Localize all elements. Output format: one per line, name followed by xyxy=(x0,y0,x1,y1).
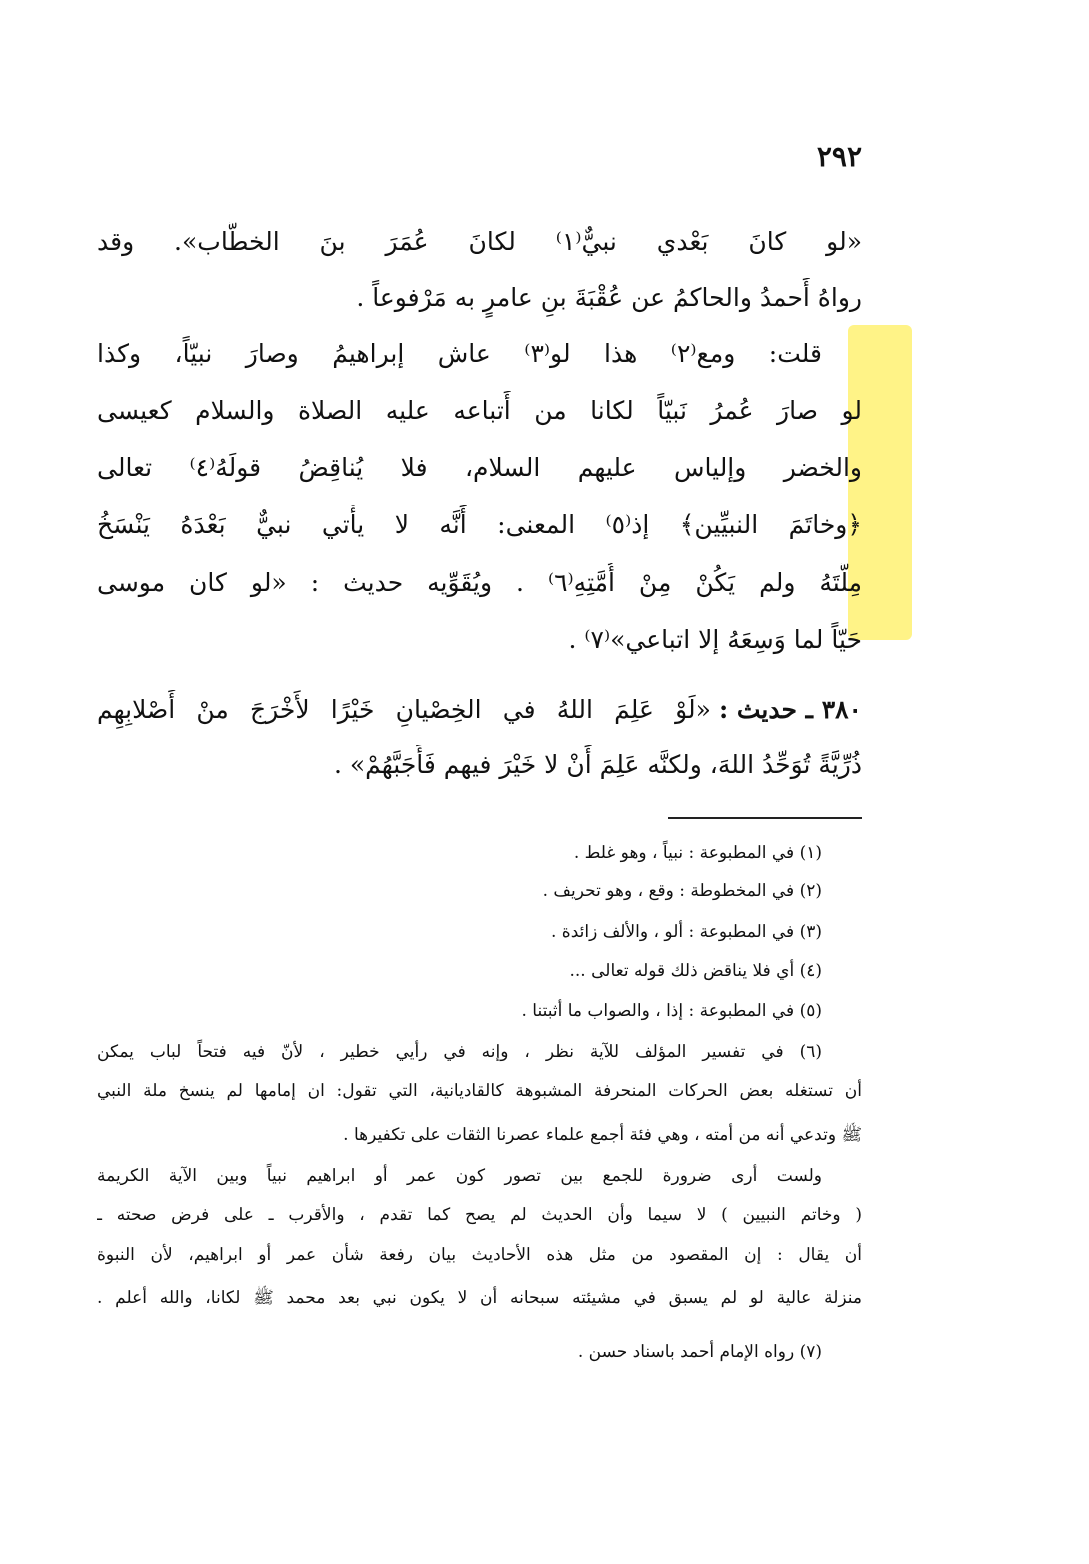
hadith-text: ذُرِّيَّةً تُوَحِّدُ اللهَ، ولكنَّه عَلِمَ أَنْ لا خَيْرَ فيهم فَأَجَبَّهُمْ» . xyxy=(333,750,862,779)
footnote-continued: أن يقال : إن المقصود من مثل هذه الأحاديث بيان رفعة شأن عمر أو ابراهيم، لأن النبوة xyxy=(97,1245,862,1265)
body-line: ﴿وخاتَمَ النبيِّين﴾ إذ⁽٥⁾ المعنى: أَنَّه لا يأْتي نبيٌّ بَعْدَهُ يَنْسَخُ xyxy=(97,510,862,539)
footnote-divider xyxy=(668,817,862,819)
footnote: (٦) في تفسير المؤلف للآية نظر ، وإنه في رأيي خطير ، لأنّ فيه فتحاً لباب يمكن xyxy=(97,1042,822,1062)
body-line: قلت: ومع⁽٢⁾ هذا لو⁽٣⁾ عاش إبراهيمُ وصارَ نبيّاً، وكذا xyxy=(97,339,822,368)
page-number: ٢٩٢ xyxy=(816,140,862,173)
body-line: رواهُ أَحمدُ والحاكمُ عن عُقْبَةَ بنِ عامرٍ به مَرْفوعاً . xyxy=(356,283,862,312)
hadith-entry xyxy=(97,690,862,730)
footnote-continued: منزلة عالية لو لم يسبق في مشيئته سبحانه أن لا يكون نبي بعد محمد ﷺ لكانا، والله أعلم . xyxy=(97,1288,862,1308)
footnote-continued: ولست أرى ضرورة للجمع بين تصور كون عمر أو ابراهيم نبياً وبين الآية الكريمة xyxy=(97,1166,822,1186)
footnote: (٣) في المطبوعة : ألو ، والألف زائدة . xyxy=(551,922,822,942)
footnote: (٥) في المطبوعة : إذا ، والصواب ما أثبتنا . xyxy=(521,1001,822,1021)
footnote: (٧) رواه الإمام أحمد باسناد حسن . xyxy=(577,1342,822,1362)
body-line: «لو كانَ بَعْدي نبيٌّ⁽١⁾ لكانَ عُمَرَ بنَ الخطَّاب». وقد xyxy=(97,227,862,256)
footnote-continued: ( وخاتم النبيين ) لا سيما وأن الحديث لم يصح كما تقدم ، والأقرب ـ على فرض صحته ـ xyxy=(97,1205,862,1225)
body-line: مِلَّتَهُ ولم يَكُنْ مِنْ أُمَّتِهِ⁽٦⁾ . ويُقَوِّيه حديث : «لو كان موسى xyxy=(97,568,862,597)
body-line: حَيّاً لما وَسِعَهُ إلا اتباعي»⁽٧⁾ . xyxy=(568,625,862,654)
footnote: (٢) في المخطوطة : وقع ، وهو تحريف . xyxy=(542,881,822,901)
hadith-number: ٣٨٠ ـ حديث : xyxy=(718,695,862,724)
footnote: (١) في المطبوعة : نبياً ، وهو غلط . xyxy=(573,843,822,863)
footnote-continued: أن تستغله بعض الحركات المنحرفة المشبوهة كالقاديانية، التي تقول: ان إمامها لم ينسخ ملة النبي xyxy=(97,1081,862,1101)
hadith-text: «لَوْ عَلِمَ اللهُ في الخِصْيانِ خَيْرًا لأَخْرَجَ منْ أَصْلابِهِم xyxy=(97,695,711,724)
footnote-continued: ﷺ وتدعي أنه من أمته ، وهي فئة أجمع علماء عصرنا الثقات على تكفيرها . xyxy=(343,1125,862,1145)
body-line: والخضر وإلياس عليهم السلام، فلا يُناقِضُ قولَهُ⁽٤⁾ تعالى xyxy=(97,453,862,482)
body-line: لو صارَ عُمرُ نَبيّاً لكانا من أَتباعه عليه الصلاة والسلام كعيسى xyxy=(97,396,862,425)
footnote: (٤) أي فلا يناقض ذلك قوله تعالى ... xyxy=(569,961,822,981)
